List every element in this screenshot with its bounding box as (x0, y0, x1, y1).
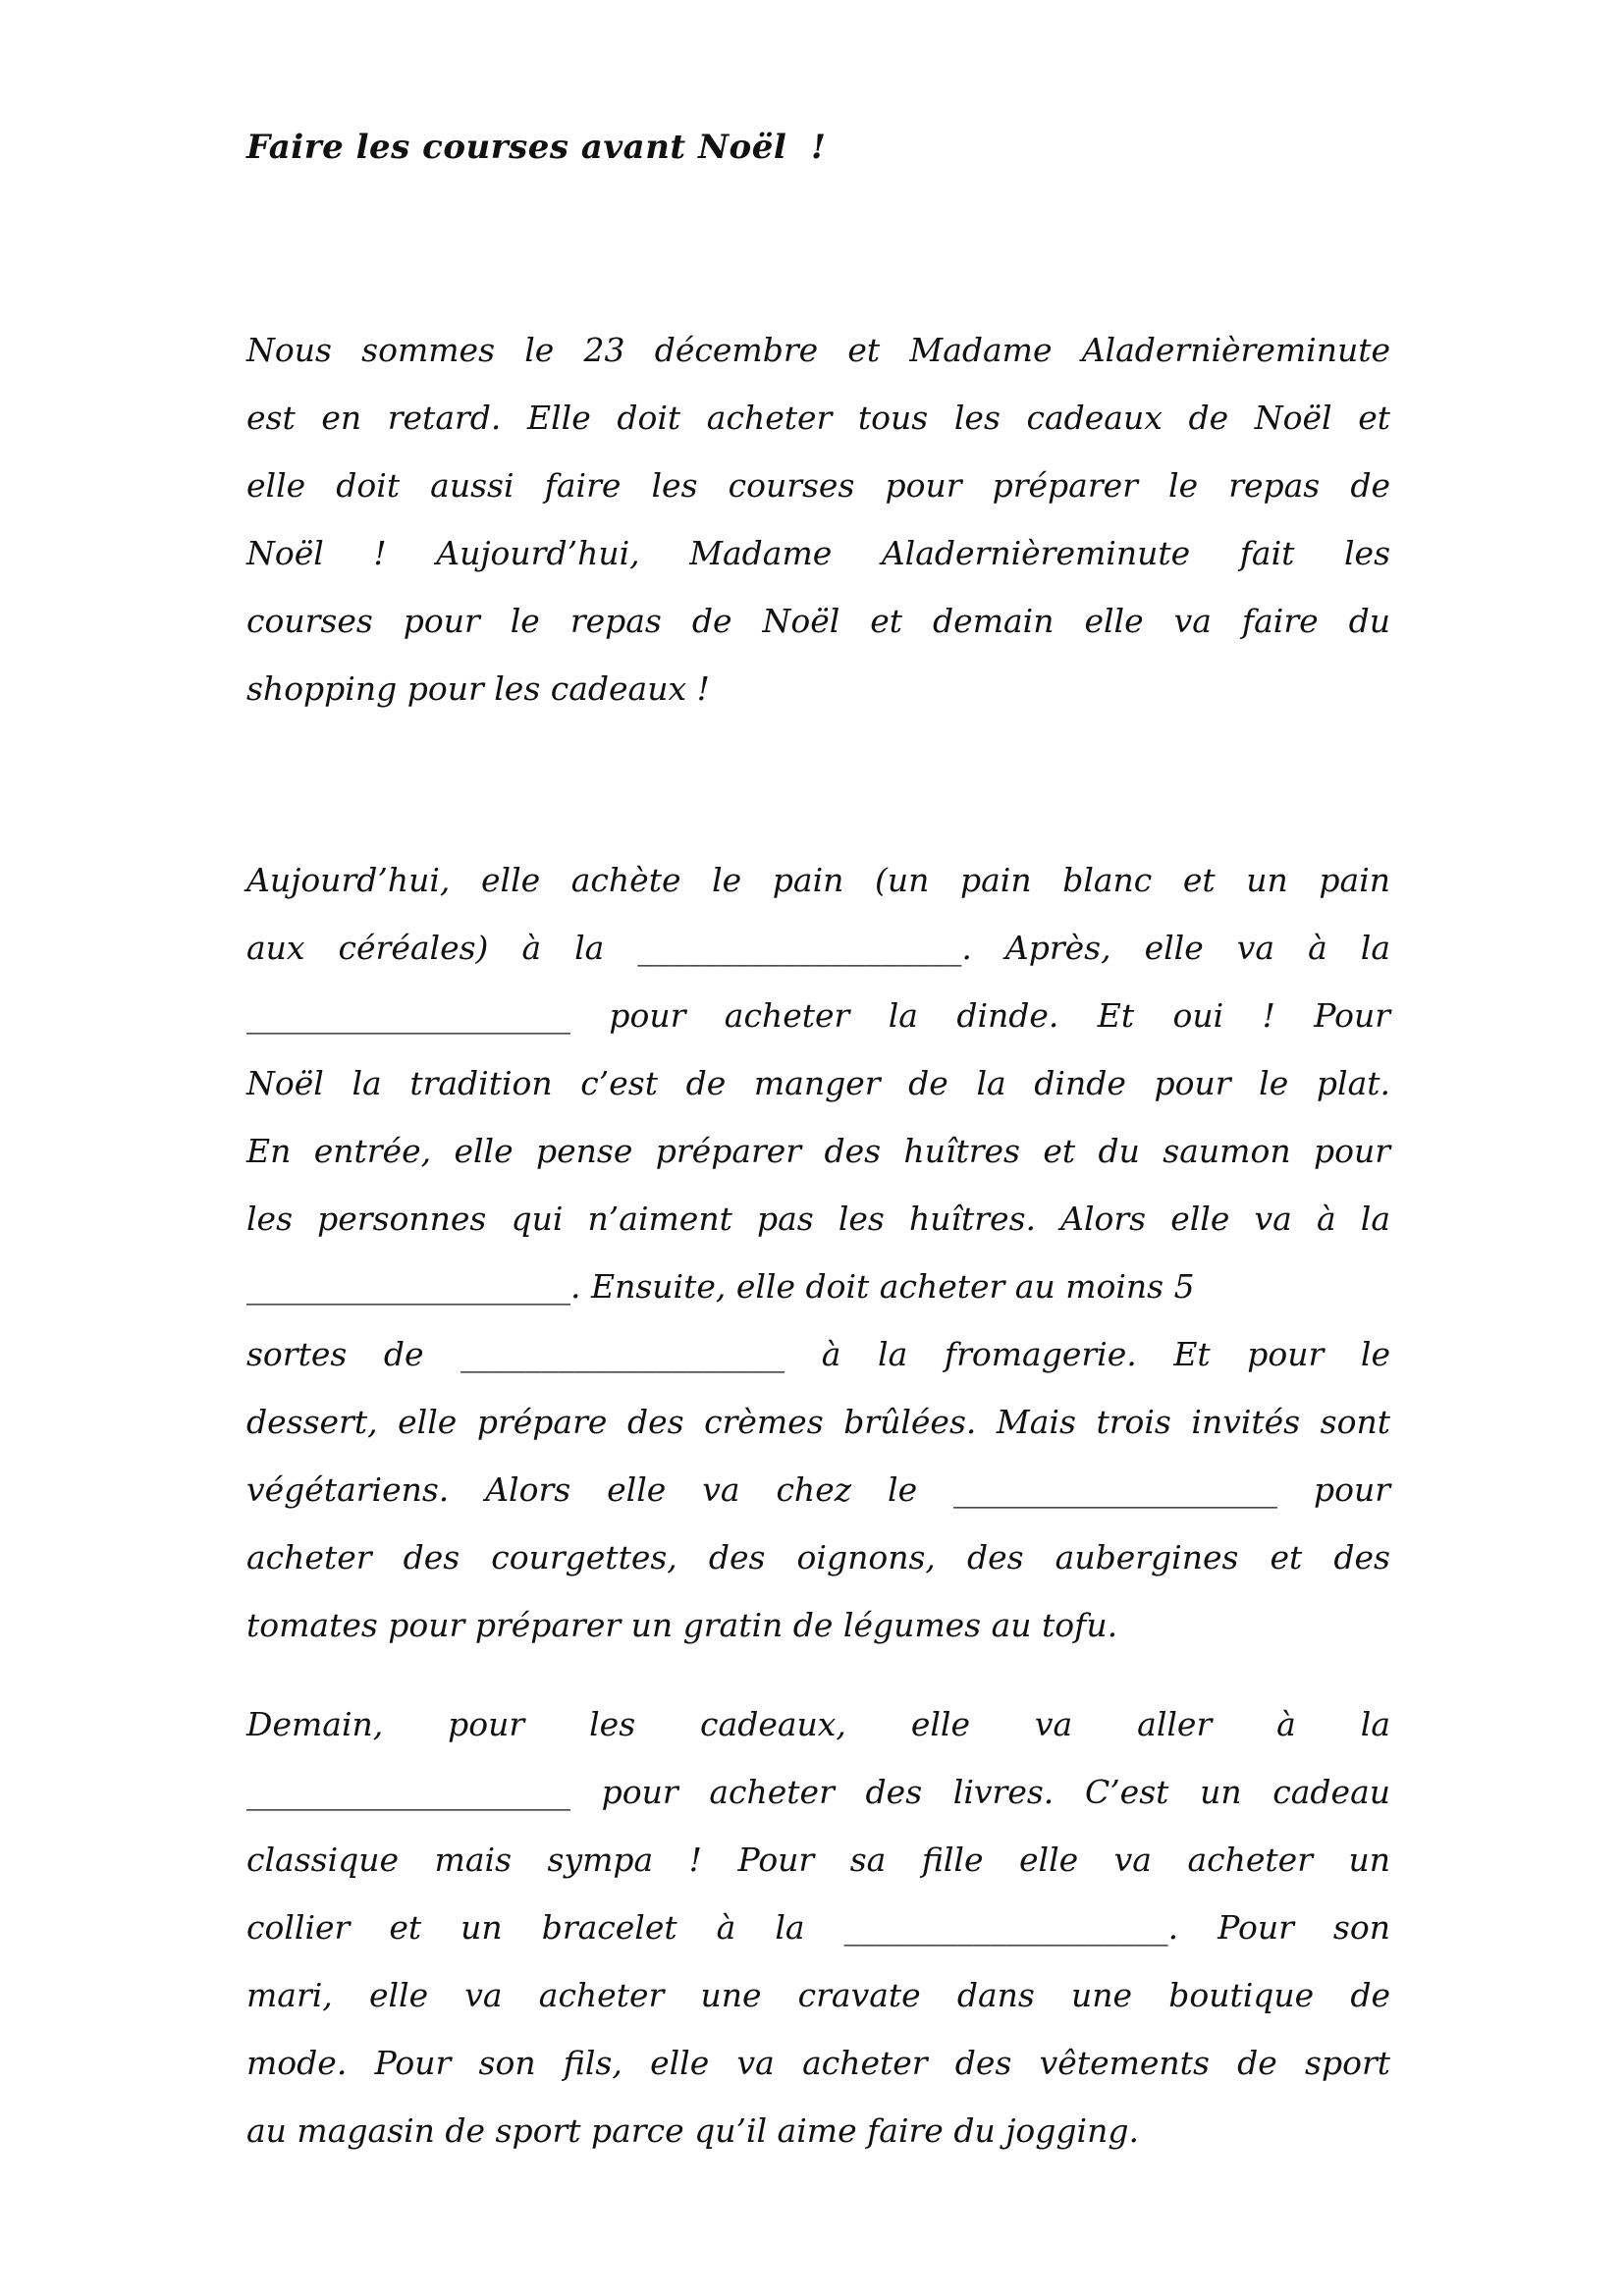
text-line: acheter des courgettes, des oignons, des aubergines et des (246, 1538, 1390, 1576)
text-line: elle doit aussi faire les courses pour préparer le repas de (246, 466, 1390, 505)
paragraph-tomorrow (246, 1690, 1390, 2164)
text-line: est en retard. Elle doit acheter tous les cadeaux de Noël et (246, 399, 1390, 437)
text-line: au magasin de sport parce qu’il aime faire du jogging. (246, 2111, 1139, 2150)
document-title: Faire les courses avant Noël ! (246, 128, 827, 167)
text-line-with-blank: aux céréales) à la ____________________. Après, elle va à la (246, 929, 1390, 967)
text-line: En entrée, elle pense préparer des huîtres et du saumon pour (246, 1132, 1390, 1170)
text-line: mode. Pour son fils, elle va acheter des vêtements de sport (246, 2044, 1390, 2082)
paragraph-today (246, 846, 1390, 1659)
text-line: classique mais sympa ! Pour sa fille elle va acheter un (246, 1841, 1390, 1879)
text-line-with-blank: ____________________ pour acheter la dinde. Et oui ! Pour (246, 996, 1390, 1035)
text-line-with-blank: sortes de ____________________ à la fromagerie. Et pour le (246, 1335, 1390, 1373)
text-line: Noël ! Aujourd’hui, Madame Aladernièreminute fait les (246, 534, 1390, 572)
text-line-with-blank: ____________________. Ensuite, elle doit acheter au moins 5 (246, 1267, 1195, 1306)
text-line: les personnes qui n’aiment pas les huîtres. Alors elle va à la (246, 1200, 1390, 1238)
text-line: Demain, pour les cadeaux, elle va aller à la (246, 1705, 1390, 1743)
text-line: dessert, elle prépare des crèmes brûlées. Mais trois invités sont (246, 1403, 1390, 1441)
text-line-with-blank: végétariens. Alors elle va chez le ____________________ pour (246, 1470, 1390, 1509)
text-line-with-blank: ____________________ pour acheter des livres. C’est un cadeau (246, 1773, 1390, 1811)
text-line-with-blank: collier et un bracelet à la ____________________. Pour son (246, 1908, 1390, 1947)
text-line: Noël la tradition c’est de manger de la dinde pour le plat. (246, 1064, 1390, 1102)
text-line: Aujourd’hui, elle achète le pain (un pain blanc et un pain (246, 861, 1390, 899)
paragraph-intro (246, 316, 1390, 722)
text-line: shopping pour les cadeaux ! (246, 669, 710, 708)
text-line: courses pour le repas de Noël et demain elle va faire du (246, 602, 1390, 640)
text-line: tomates pour préparer un gratin de légumes au tofu. (246, 1606, 1118, 1644)
text-line: Nous sommes le 23 décembre et Madame Aladernièreminute (246, 331, 1390, 369)
text-line: mari, elle va acheter une cravate dans une boutique de (246, 1976, 1390, 2014)
